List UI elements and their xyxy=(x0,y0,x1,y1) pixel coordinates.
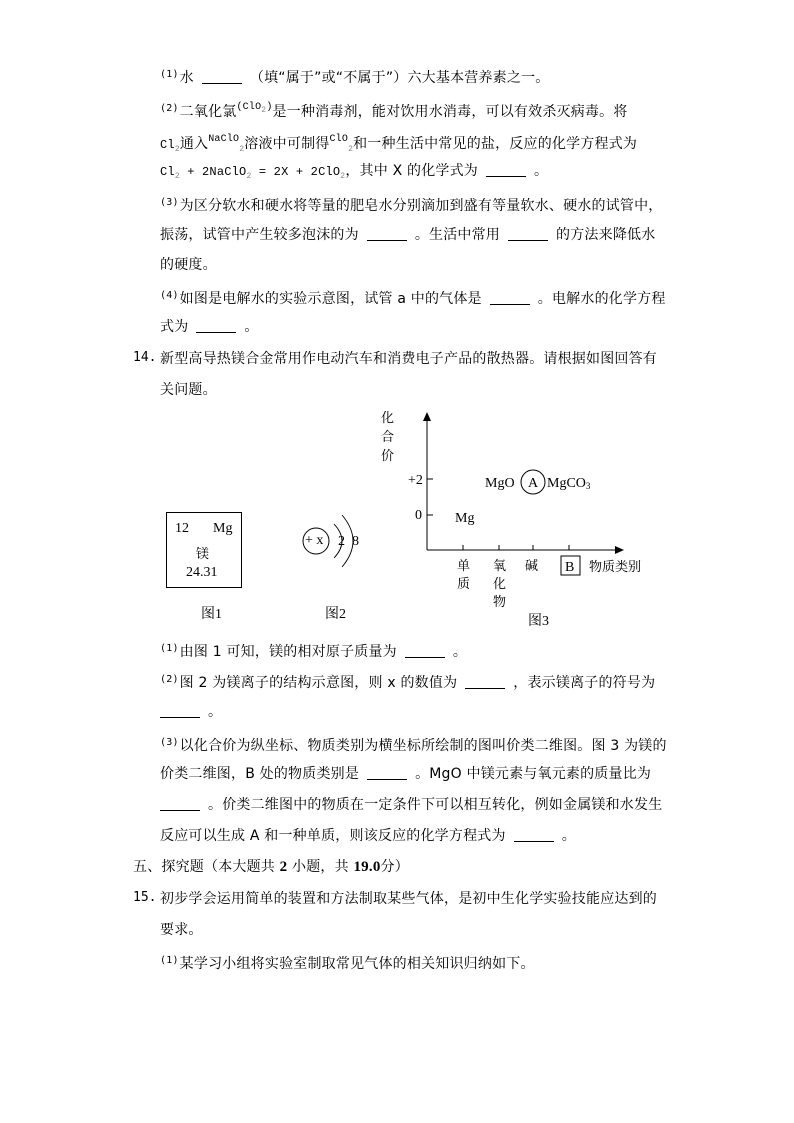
q13-part3-line2: 振荡，试管中产生较多泡沫的为 。生活中常用 的方法来降低水 xyxy=(160,227,656,243)
nucleus-charge: + x xyxy=(305,533,324,548)
y-tick-label-0: 0 xyxy=(415,508,422,523)
x-axis-label: 物质类别 xyxy=(589,559,642,574)
part-number: (4) xyxy=(160,290,179,301)
x-cat-label-b: B xyxy=(565,560,575,575)
answer-blank[interactable] xyxy=(508,226,548,241)
answer-blank[interactable] xyxy=(160,796,200,811)
q13-part2-line2: $Cl_2$通入$^{NaClO}_2$溶液中可制得$^{ClO}_2$和一种生活中常见的盐，反应的化学方程式为 xyxy=(160,134,638,154)
answer-blank[interactable] xyxy=(160,703,200,718)
formula-clo2: (ClO2) xyxy=(236,102,273,115)
x-cat-label: 化 xyxy=(493,576,507,591)
x-cat-label: 单 xyxy=(457,558,471,573)
figure1-caption: 图1 xyxy=(201,607,222,622)
y-label-char: 合 xyxy=(381,430,395,445)
question-number: 14. xyxy=(133,350,157,365)
shell1-electrons: 2 xyxy=(338,534,345,549)
figure2-caption: 图2 xyxy=(325,607,346,622)
q13-part3-line1: $^{(3)}$为区分软水和硬水将等量的肥皂水分别滴加到盛有等量软水、硬水的试管中， xyxy=(160,197,663,214)
q14-stem-line2: 关问题。 xyxy=(160,382,217,398)
periodic-table-cell xyxy=(166,512,242,588)
part-number: (2) xyxy=(160,674,179,685)
y-label-char: 化 xyxy=(381,411,395,426)
atomic-mass: 24.31 xyxy=(186,565,218,580)
q14-part3-line3: 。价类二维图中的物质在一定条件下可以相互转化，例如金属镁和水发生 xyxy=(152,795,662,815)
x-cat-label: 碱 xyxy=(525,558,539,573)
question-number: 15. xyxy=(133,890,157,905)
q14-part3-line2: 价类二维图，B 处的物质类别是 。MgO 中镁元素与氧元素的质量比为 xyxy=(160,766,652,782)
x-cat-label: 物 xyxy=(493,594,507,609)
q13-part2-line1: $^{(2)}$二氧化氯$^{(ClO_2)}$是一种消毒剂，能对饮用水消毒，可以有效杀灭病毒。将 xyxy=(160,102,628,120)
answer-blank[interactable] xyxy=(196,318,236,333)
q14-part2-line1: $^{(2)}$图 2 为镁离子的结构示意图，则 x 的数值为 ，表示镁离子的符号为 xyxy=(160,674,656,691)
q14-part3-line1: $^{(3)}$以化合价为纵坐标、物质类别为横坐标所绘制的图叫价类二维图。图 3 为镁的 xyxy=(160,737,667,754)
answer-blank[interactable] xyxy=(405,643,445,658)
q13-part2-equation: $Cl_2$ + 2NaClO$_2$ = 2X + 2ClO$_2$，其中 X 的化学式为 。 xyxy=(160,163,549,181)
q13-part4-line2: 式为 。 xyxy=(160,319,259,335)
answer-blank[interactable] xyxy=(486,162,526,177)
part-number: (2) xyxy=(160,103,179,114)
q13-part1: $^{(1)}$水 （填“属于”或“不属于”）六大基本营养素之一。 xyxy=(160,69,550,86)
q15-stem-line2: 要求。 xyxy=(160,922,203,938)
point-mgo: MgO xyxy=(485,476,515,491)
element-name: 镁 xyxy=(196,547,210,562)
q13-part4-line1: $^{(4)}$如图是电解水的实验示意图，试管 a 中的气体是 。电解水的化学方程 xyxy=(160,290,666,307)
part-number: (3) xyxy=(160,737,179,748)
answer-blank[interactable] xyxy=(367,765,407,780)
x-cat-label: 质 xyxy=(457,576,471,591)
atomic-number: 12 xyxy=(175,521,189,536)
answer-blank[interactable] xyxy=(367,226,407,241)
q15-stem-line1: 初步学会运用简单的装置和方法制取某些气体，是初中生化学实验技能应达到的 xyxy=(160,891,657,907)
q14-part1: $^{(1)}$由图 1 可知，镁的相对原子质量为 。 xyxy=(160,643,468,660)
section-heading: 五、探究题（本大题共 2 小题，共 19.0分） xyxy=(133,859,409,875)
point-a: A xyxy=(528,476,539,491)
part-number: (1) xyxy=(160,643,179,654)
x-cat-label: 氧 xyxy=(493,558,507,573)
x-axis-arrow xyxy=(615,546,624,554)
element-symbol: Mg xyxy=(213,521,233,536)
answer-blank[interactable] xyxy=(465,674,505,689)
point-mgco3: MgCO3 xyxy=(547,476,591,491)
part-number: (1) xyxy=(160,955,179,966)
q14-part2-line2: 。 xyxy=(152,702,222,722)
y-label-char: 价 xyxy=(381,449,395,464)
valence-category-diagram xyxy=(370,400,670,640)
shell2-electrons: 8 xyxy=(352,534,359,549)
point-mg: Mg xyxy=(455,511,475,526)
figure3-caption: 图3 xyxy=(528,614,549,629)
q13-part3-line3: 的硬度。 xyxy=(160,257,217,273)
q14-stem-line1: 新型高导热镁合金常用作电动汽车和消费电子产品的散热器。请根据如图回答有 xyxy=(160,351,657,367)
q14-part3-line4: 反应可以生成 A 和一种单质，则该反应的化学方程式为 。 xyxy=(160,828,576,844)
answer-blank[interactable] xyxy=(514,827,554,842)
y-tick-label-plus2: +2 xyxy=(408,473,423,488)
answer-blank[interactable] xyxy=(490,290,530,305)
part-number: (1) xyxy=(160,69,179,80)
part-number: (3) xyxy=(160,197,179,208)
q15-part1: $^{(1)}$某学习小组将实验室制取常见气体的相关知识归纳如下。 xyxy=(160,955,535,972)
answer-blank[interactable] xyxy=(202,69,242,84)
y-axis-arrow xyxy=(423,412,431,421)
